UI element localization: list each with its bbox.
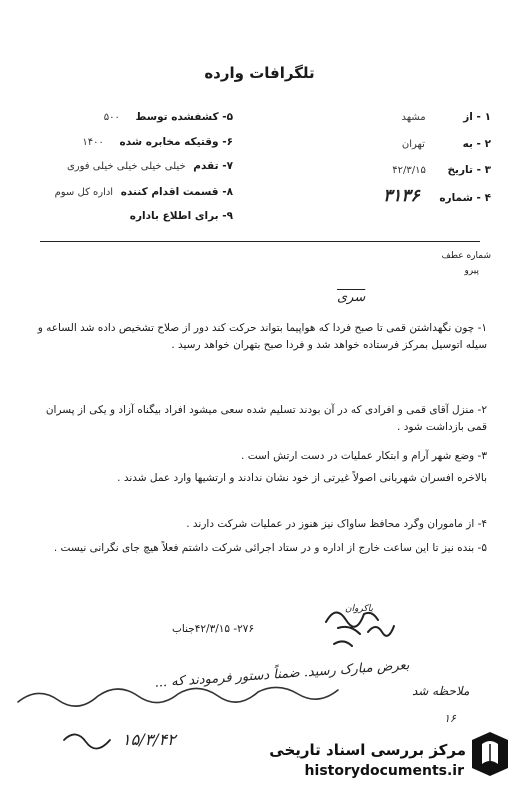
header-date-label: ۳ - تاریخ: [447, 164, 491, 176]
handwritten-margin-note: بعرض مبارک رسید. ضمناً دستور فرمودند که ...: [153, 658, 410, 691]
header-from: [311, 111, 491, 123]
header-divider: [40, 241, 480, 242]
header-to-value: تهران: [401, 139, 425, 150]
header-action-unit: [33, 186, 233, 198]
header-number-value: ۳۱۳۶: [383, 186, 420, 206]
body-paragraph-6: ۵- بنده نیز تا این ساعت خارج از اداره و در ستاد اجرائی شرکت داشتم فعلاً هیچ جای نگرانی نیست .: [53, 542, 487, 554]
body-paragraph-2: ۲- منزل آقای قمی و افرادی که در آن بودند تسلیم شده سعی میشود افراد بیگناه آزاد و یکی از پسران قمی بازداشت شود .: [45, 404, 487, 433]
follow-up-label: پیرو: [464, 266, 479, 276]
header-to: [311, 138, 491, 150]
initials-scribble-icon: [60, 724, 120, 752]
header-decoded-by-label: ۵- کشفشده توسط: [135, 111, 233, 123]
reference-number-label: شماره عطف: [441, 251, 491, 261]
body-paragraph-1: ۱- چون نگهداشتن قمی تا صبح فردا که هواپیما بتواند حرکت کند دور از صلاح تشخیص داده شد الساعه و سیله اتوسیل بمرکز فرستاده خواهد شد و فردا صبح بتهران خواهد رسید .: [37, 322, 487, 351]
header-priority: [33, 160, 233, 172]
header-action-unit-value: اداره کل سوم: [54, 187, 114, 198]
handwritten-seen-number: ۱۶: [444, 712, 456, 725]
body-paragraph-4: بالاخره افسران شهربانی اصولاً غیرتی از خود نشان ندادند و ارتشیها وارد عمل شدند .: [117, 472, 487, 484]
handwritten-seen-note: ملاحظه شد: [412, 684, 470, 698]
archive-watermark-name: مرکز بررسی اسناد تاریخی: [269, 741, 466, 759]
header-transmitted: [33, 136, 233, 148]
header-priority-label: ۷- تقدم: [193, 160, 233, 172]
header-info: [33, 210, 233, 222]
body-paragraph-5: ۴- از ماموران وگرد محافظ ساواک نیز هنوز در عملیات شرکت دارند .: [186, 518, 487, 530]
header-decoded-by-value: ۵۰۰: [103, 112, 120, 123]
archive-logo-icon: [468, 730, 512, 778]
footer-reference: ۲۷۶- ۴۲/۳/۱۵جناب: [172, 623, 255, 635]
header-number: [311, 186, 491, 206]
document-title: تلگرافات وارده: [204, 64, 315, 82]
header-action-unit-label: ۸- قسمت اقدام کننده: [120, 186, 233, 198]
handwritten-date: ۱۵/۳/۴۲: [122, 730, 176, 749]
header-decoded-by: [33, 111, 233, 123]
handwritten-note-scribble-icon: [14, 676, 394, 716]
header-priority-value: خیلی خیلی خیلی خیلی فوری: [66, 161, 186, 172]
header-date-value: ۴۲/۳/۱۵: [392, 165, 426, 176]
header-to-label: ۲ - به: [462, 138, 491, 150]
body-paragraph-3: ۳- وضع شهر آرام و ابتکار عملیات در دست ارتش است .: [241, 450, 487, 462]
signature: پاکروان: [345, 604, 373, 614]
secret-mark: سری: [337, 290, 366, 305]
header-number-label: ۴ - شماره: [439, 192, 491, 204]
header-from-value: مشهد: [401, 112, 426, 123]
header-transmitted-label: ۶- وقتیکه مخابره شده: [119, 136, 233, 148]
header-info-label: ۹- برای اطلاع باداره: [129, 210, 233, 222]
header-transmitted-value: ۱۴۰۰: [82, 137, 104, 148]
header-date: [311, 164, 491, 176]
header-from-label: ۱ - از: [463, 111, 491, 123]
archive-watermark-url: historydocuments.ir: [304, 763, 464, 779]
